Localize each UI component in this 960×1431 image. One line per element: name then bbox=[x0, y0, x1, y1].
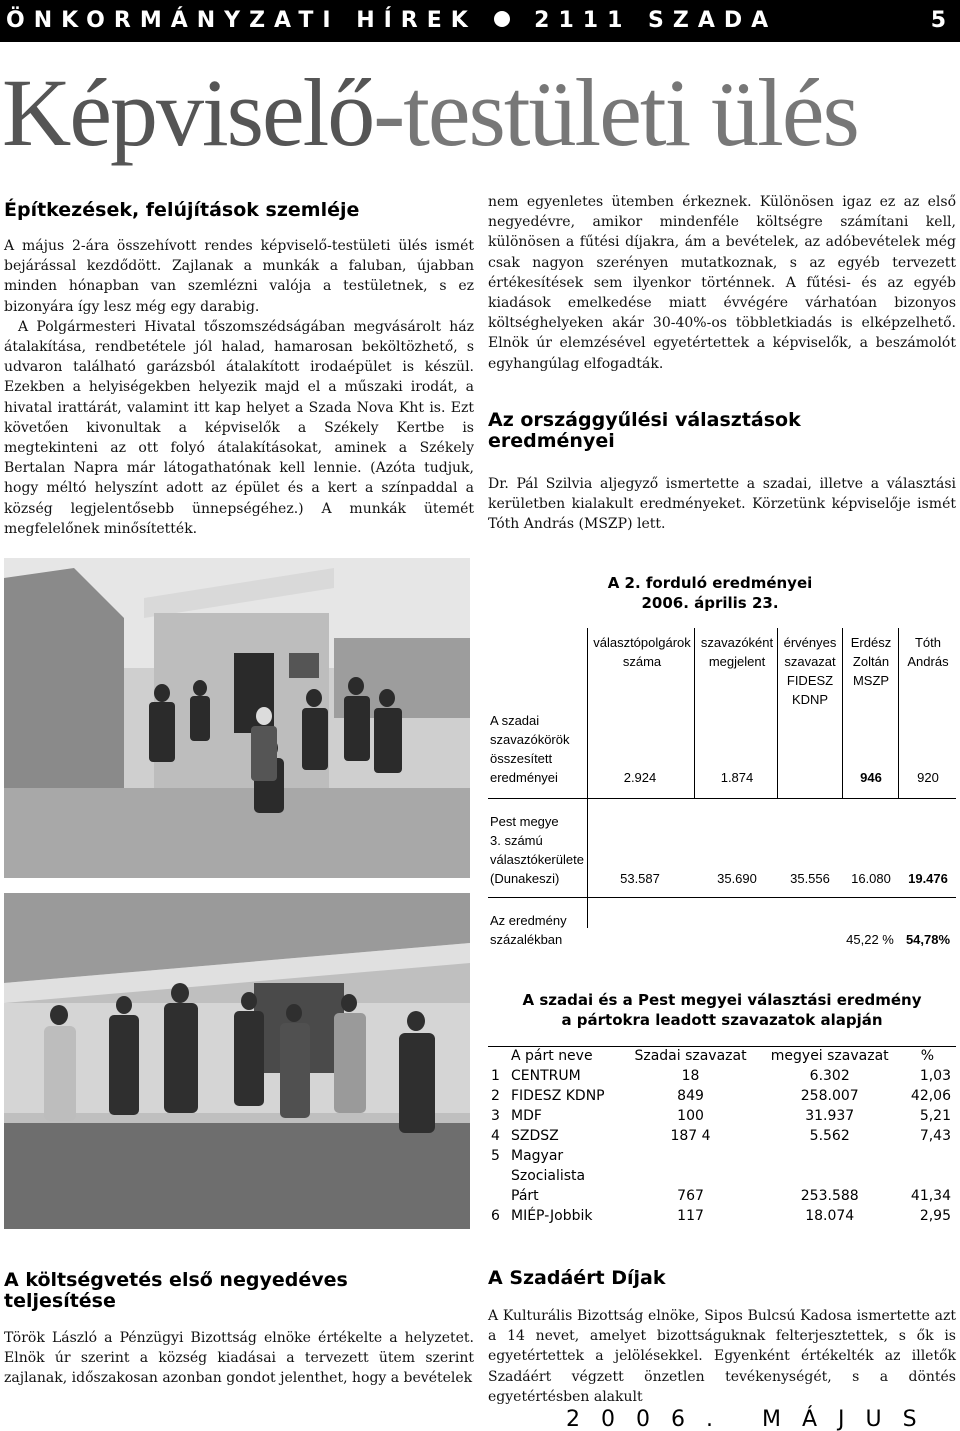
parties-header-szada: Szadai szavazat bbox=[634, 1048, 747, 1064]
table-row bbox=[488, 1146, 954, 1166]
party-szada: 117 bbox=[677, 1208, 704, 1224]
budget-title-line2: teljesítése bbox=[4, 1290, 116, 1312]
parties-title bbox=[488, 990, 956, 1030]
table-row bbox=[488, 1126, 954, 1146]
issue-footer: 2006. MÁJUS bbox=[566, 1407, 938, 1431]
row1-label-line4: eredményei bbox=[490, 770, 558, 785]
party-num: 1 bbox=[491, 1068, 500, 1084]
masthead bbox=[0, 0, 960, 42]
parties-header-megye: megyei szavazat bbox=[770, 1048, 889, 1064]
election-title bbox=[488, 410, 956, 452]
header-col2-line1: szavazóként bbox=[700, 635, 774, 650]
election-text: Dr. Pál Szilvia aljegyző ismertette a szadai, illetve a választási kerületben kialakult eredményeket. Körzetünk képviselője ismét Tóth András (MSZP) lett. bbox=[488, 476, 956, 533]
election-title-line1: Az országgyűlési választások bbox=[488, 409, 801, 431]
party-name: FIDESZ KDNP bbox=[511, 1088, 605, 1104]
budget-title-line1: A költségvetés első negyedéves bbox=[4, 1269, 348, 1291]
party-name: MDF bbox=[511, 1108, 542, 1124]
budget-continuation: nem egyenletes ütemben érkeznek. Különösen igaz ez az első negyedévre, amikor mindenféle költségre számítani kell, különösen a fűtési díjakra, ám a bevételek, az adóbevételek még csak nagyon szerényen mutatkoznak, s az egyéb tervezett értékesítések sem ilyenkor történnek. A fűtési- és az egyéb kiadások emelkedése miatt évvégére várhatóan bizonyos költséghelyeken akár 30-40%-os többletkiadás is elképzelhető. Elnök úr elemzésével egyetértettek a képviselők, a beszámolót egyhangúlag elfogadták. bbox=[488, 194, 956, 372]
party-szada: 100 bbox=[677, 1108, 704, 1124]
party-megye bbox=[758, 1166, 901, 1186]
bullet-dot-icon bbox=[494, 11, 510, 27]
row3-value-toth: 54,78% bbox=[905, 932, 951, 947]
party-szada: 187 4 bbox=[670, 1128, 711, 1144]
header-col3-line2: szavazat bbox=[784, 654, 836, 669]
row2-label-line3: választókerülete bbox=[490, 852, 584, 867]
table-row bbox=[488, 1166, 954, 1186]
row2-label-line1: Pest megye bbox=[490, 814, 559, 829]
results-header-col2 bbox=[697, 633, 777, 671]
row1-label-line1: A szadai bbox=[490, 713, 540, 728]
page-number: 5 bbox=[930, 8, 946, 33]
row2-label-line4: (Dunakeszi) bbox=[490, 871, 560, 886]
header-col1-line1: választópolgárok bbox=[593, 635, 691, 650]
parties-header-row bbox=[488, 1046, 954, 1066]
row2-value-voters: 53.587 bbox=[620, 871, 660, 886]
party-megye: 253.588 bbox=[800, 1188, 859, 1204]
masthead-left: ÖNKORMÁNYZATI HÍREK bbox=[6, 8, 477, 33]
header-col5-line2: András bbox=[907, 654, 949, 669]
party-megye: 18.074 bbox=[805, 1208, 855, 1224]
section1-paragraph-1: A május 2-ára összehívott rendes képviselő-testületi ülés ismét bejárással kezdődött. Zajlanak a munkák a faluban, újabban minden hónapban van szemlézni valója a testületnek, s ez bizonyára így lesz még egy darabig. bbox=[4, 238, 474, 315]
party-name: Párt bbox=[511, 1188, 539, 1204]
table-row bbox=[488, 1106, 954, 1126]
parties-table bbox=[488, 1046, 954, 1226]
photo-building-inspection bbox=[4, 558, 470, 878]
results-row2-label bbox=[490, 812, 590, 888]
results-row3-label bbox=[490, 911, 590, 949]
party-pct: 1,03 bbox=[919, 1068, 951, 1084]
party-num: 3 bbox=[491, 1108, 500, 1124]
results-row1-label bbox=[490, 711, 586, 787]
party-megye: 31.937 bbox=[805, 1108, 855, 1124]
table-row bbox=[488, 1186, 954, 1206]
row2-value-turnout: 35.690 bbox=[717, 871, 757, 886]
parties-title-line2: a pártokra leadott szavazatok alapján bbox=[561, 1011, 883, 1029]
page-headline bbox=[2, 58, 960, 168]
table-row bbox=[488, 1086, 954, 1106]
row1-value-erdesz: 946 bbox=[860, 770, 882, 785]
row2-value-valid: 35.556 bbox=[790, 871, 830, 886]
party-szada: 767 bbox=[677, 1188, 704, 1204]
party-num: 5 bbox=[491, 1148, 500, 1164]
header-col2-line2: megjelent bbox=[708, 654, 766, 669]
section1-body bbox=[4, 236, 474, 539]
header-col4-line2: Zoltán bbox=[852, 654, 890, 669]
party-pct: 42,06 bbox=[910, 1088, 951, 1104]
section1-paragraph-2: A Polgármesteri Hivatal tőszomszédságában megvásárolt ház átalakítása, rendbetétele jól halad, hamarosan beköltözhető, s udvaron található garázsból átalakított irodaépület is készül. Ezekben a helyiségekben helyezik majd el a műszaki irodát, a hivatal irattárát, valamint itt kap helyet a Szada Nova Kht is. Ezt követően kivonultak a képviselők a Székely Kertbe is megtekinteni az ott folyó átalakításokat, aminek a Székely Bertalan Napra már látogathatónak kell lennie. (Azóta tudjuk, hogy méltó helyszínt adott az épület és a kert a színpaddal a község legjelentősebb ünnepségéhez.) A munkák ütemét megfelelőnek minősítették. bbox=[4, 318, 474, 537]
results-rule-2 bbox=[694, 628, 695, 798]
parties-header-num bbox=[488, 1046, 508, 1066]
budget-text: Török László a Pénzügyi Bizottság elnöke értékelte a helyzetet. Elnök úr szerint a község kiadásai a tervezett ütem szerint zajlanak, időszakosan azonban gondot jelenthet, hogy a bevételek bbox=[4, 1330, 474, 1387]
headline-part1: Képviselő bbox=[2, 59, 374, 166]
awards-text: A Kulturális Bizottság elnöke, Sipos Bulcsú Kadosa ismertette azt a 14 nevet, amelyet bizottságuknak felterjesztettek, s ők is egyetértettek a jelölésekkel. Egyenként értékelték az illetők Szadáért végzett önzetlen tevékenységét, s a döntés egyetértésben alakult bbox=[488, 1308, 956, 1405]
party-name: CENTRUM bbox=[511, 1068, 581, 1084]
header-col4-line3: MSZP bbox=[852, 673, 890, 688]
section1-title: Építkezések, felújítások szemléje bbox=[4, 199, 360, 221]
party-name: MIÉP-Jobbik bbox=[511, 1208, 593, 1224]
row2-label-line2: 3. számú bbox=[490, 833, 543, 848]
table-row bbox=[488, 1066, 954, 1086]
results-title-line2: 2006. április 23. bbox=[641, 594, 779, 612]
results-row-rule-2 bbox=[488, 897, 956, 898]
party-megye: 5.562 bbox=[809, 1128, 850, 1144]
party-szada: 18 bbox=[681, 1068, 700, 1084]
row2-value-toth: 19.476 bbox=[908, 871, 948, 886]
row3-value-erdesz: 45,22 % bbox=[846, 932, 894, 947]
header-col1-line2: száma bbox=[622, 654, 662, 669]
party-name: SZDSZ bbox=[511, 1128, 559, 1144]
party-num: 2 bbox=[491, 1088, 500, 1104]
party-szada: 849 bbox=[677, 1088, 704, 1104]
party-megye: 258.007 bbox=[800, 1088, 859, 1104]
party-num: 4 bbox=[491, 1128, 500, 1144]
header-col3-line1: érvényes bbox=[783, 635, 837, 650]
parties-header-pct: % bbox=[920, 1048, 934, 1064]
party-pct: 5,21 bbox=[919, 1108, 951, 1124]
row1-label-line3: összesített bbox=[490, 751, 553, 766]
party-num bbox=[488, 1186, 508, 1206]
party-name: Szocialista bbox=[511, 1168, 586, 1184]
headline-part2: -testületi ülés bbox=[373, 59, 858, 166]
photo-szekely-garden bbox=[4, 893, 470, 1229]
results-header-col4 bbox=[844, 633, 898, 690]
row1-value-voters: 2.924 bbox=[623, 770, 657, 785]
row1-value-turnout: 1.874 bbox=[720, 770, 754, 785]
party-pct bbox=[901, 1166, 954, 1186]
party-megye bbox=[758, 1146, 901, 1166]
party-pct: 41,34 bbox=[910, 1188, 951, 1204]
party-num bbox=[488, 1166, 508, 1186]
party-pct bbox=[901, 1146, 954, 1166]
header-col4-line1: Erdész bbox=[850, 635, 892, 650]
header-col5-line1: Tóth bbox=[914, 635, 941, 650]
row3-label-line1: Az eredmény bbox=[490, 913, 567, 928]
party-pct: 7,43 bbox=[919, 1128, 951, 1144]
party-name: Magyar bbox=[511, 1148, 564, 1164]
results-rule-3 bbox=[777, 628, 778, 798]
results-header-col1 bbox=[590, 633, 694, 671]
parties-header-name: A párt neve bbox=[511, 1048, 593, 1064]
masthead-right: 2111 SZADA bbox=[534, 8, 778, 33]
party-num: 6 bbox=[491, 1208, 500, 1224]
election-title-line2: eredményei bbox=[488, 430, 615, 452]
results-title bbox=[560, 573, 860, 613]
results-header-col3 bbox=[779, 633, 841, 709]
results-title-line1: A 2. forduló eredményei bbox=[607, 574, 813, 592]
row1-label-line2: szavazókörök bbox=[490, 732, 570, 747]
party-megye: 6.302 bbox=[809, 1068, 850, 1084]
awards-title: A Szadáért Díjak bbox=[488, 1267, 666, 1289]
header-col3-line3: FIDESZ bbox=[786, 673, 834, 688]
budget-title bbox=[4, 1270, 474, 1312]
row2-value-erdesz: 16.080 bbox=[851, 871, 891, 886]
table-row bbox=[488, 1206, 954, 1226]
results-rule-5 bbox=[898, 628, 899, 798]
party-szada bbox=[623, 1166, 759, 1186]
results-rule-4 bbox=[842, 628, 843, 798]
party-szada bbox=[623, 1146, 759, 1166]
parties-title-line1: A szadai és a Pest megyei választási eredmény bbox=[522, 991, 922, 1009]
results-header-col5 bbox=[900, 633, 956, 671]
header-col3-line4: KDNP bbox=[791, 692, 829, 707]
results-row-rule-1 bbox=[488, 798, 956, 799]
party-pct: 2,95 bbox=[919, 1208, 951, 1224]
row1-value-toth: 920 bbox=[917, 770, 939, 785]
row3-label-line2: százalékban bbox=[490, 932, 563, 947]
